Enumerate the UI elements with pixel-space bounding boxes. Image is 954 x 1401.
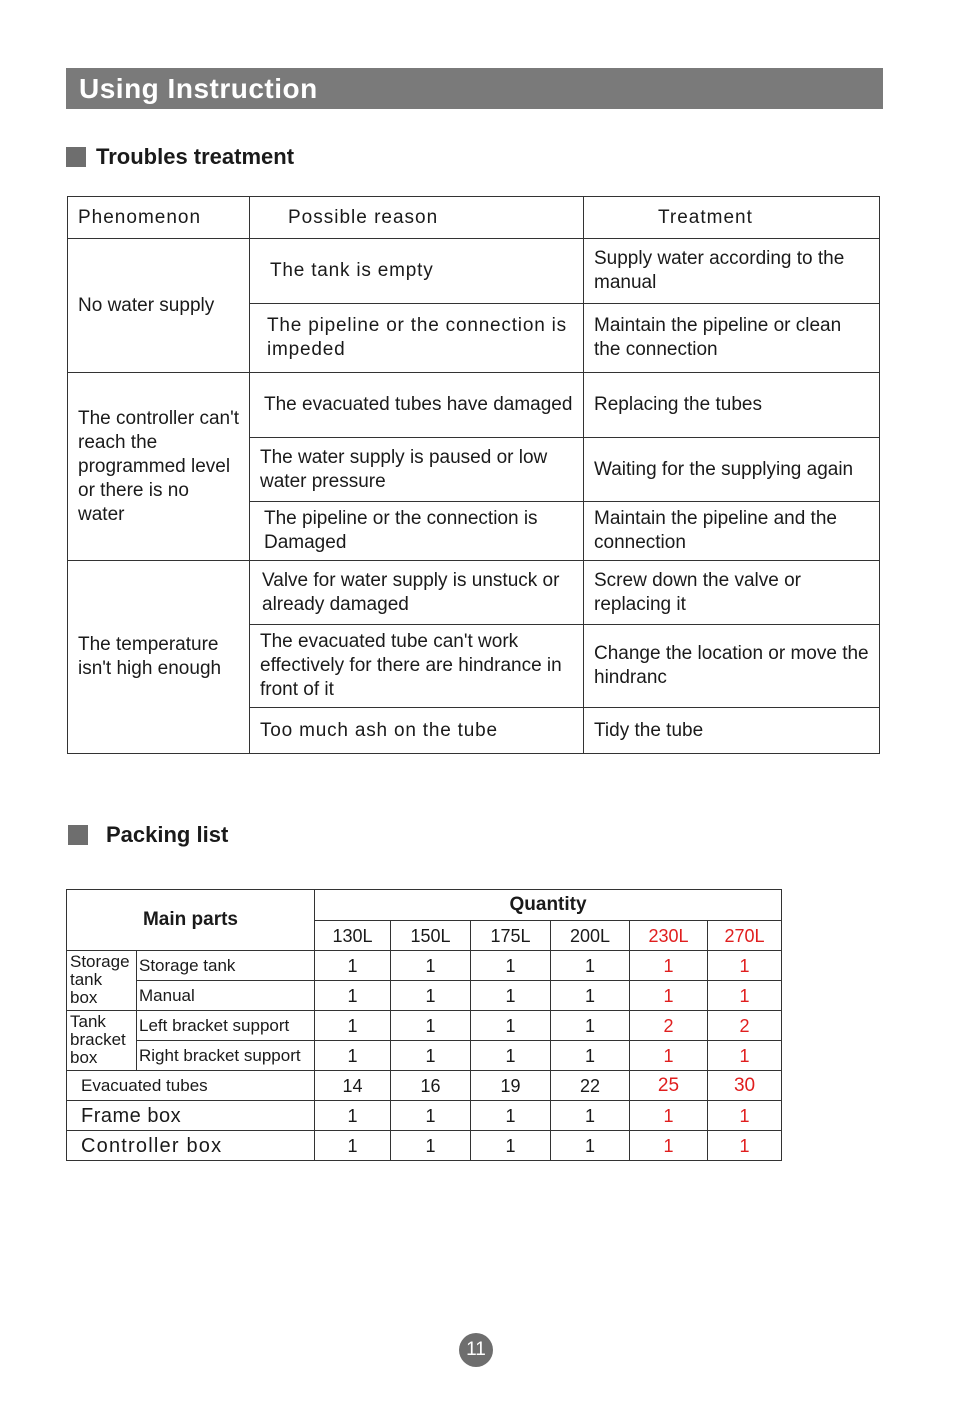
qty-cell: 1 [391,1131,471,1161]
qty-cell: 1 [551,1011,630,1041]
qty-cell: 1 [630,1041,708,1071]
section-square-icon [66,147,86,167]
qty-cell: 1 [471,1131,551,1161]
qty-cell: 1 [471,1101,551,1131]
treatment-cell: Maintain the pipeline or clean the connection [584,304,880,373]
table-row [67,981,782,1011]
qty-cell: 1 [315,1041,391,1071]
qty-cell: 1 [708,1041,782,1071]
qty-cell: 1 [551,1101,630,1131]
packing-table [66,889,782,1161]
header-bar [66,68,883,109]
column-header: Phenomenon [68,197,250,239]
group-label: Storage tank box [67,951,137,1011]
qty-cell: 1 [708,1101,782,1131]
part-name: Evacuated tubes [67,1071,315,1101]
table-row [68,239,880,304]
qty-cell: 2 [708,1011,782,1041]
qty-cell: 22 [551,1071,630,1101]
qty-cell: 1 [315,1101,391,1131]
qty-cell: 30 [708,1071,782,1101]
column-header: Treatment [584,197,880,239]
qty-cell: 1 [391,1011,471,1041]
qty-cell: 1 [471,1011,551,1041]
treatment-cell: Change the location or move the hindranc [584,625,880,708]
table-row [67,1131,782,1161]
qty-cell: 1 [391,1101,471,1131]
qty-cell: 1 [551,1131,630,1161]
reason-cell: The evacuated tube can't work effectively for there are hindrance in front of it [250,625,584,708]
table-row [68,373,880,438]
reason-cell: The tank is empty [250,239,584,304]
qty-cell: 25 [630,1071,708,1101]
table-row [67,1101,782,1131]
reason-cell: The pipeline or the connection is impeded [250,304,584,373]
qty-cell: 1 [630,981,708,1011]
qty-cell: 1 [630,1131,708,1161]
quantity-header: Quantity [315,890,782,921]
part-name: Left bracket support [137,1011,315,1041]
column-header: Possible reason [250,197,584,239]
capacity-header: 130L [315,921,391,951]
qty-cell: 1 [471,951,551,981]
qty-cell: 1 [391,981,471,1011]
table-row [67,1041,782,1071]
reason-cell: The pipeline or the connection is Damaged [250,502,584,561]
qty-cell: 1 [315,951,391,981]
table-row [67,1011,782,1041]
qty-cell: 2 [630,1011,708,1041]
packing-header-row [67,890,782,921]
qty-cell: 1 [630,951,708,981]
reason-cell: Too much ash on the tube [250,708,584,754]
qty-cell: 1 [391,951,471,981]
reason-cell: The water supply is paused or low water pressure [250,438,584,502]
qty-cell: 1 [708,1131,782,1161]
phenomenon-cell: The controller can't reach the programmed level or there is no water [68,373,250,561]
table-row [68,561,880,625]
qty-cell: 1 [708,951,782,981]
table-row [67,951,782,981]
treatment-cell: Waiting for the supplying again [584,438,880,502]
troubles-table [67,196,880,754]
packing-section-title [68,822,228,848]
qty-cell: 1 [630,1101,708,1131]
packing-title: Packing list [106,822,229,847]
qty-cell: 1 [315,1011,391,1041]
qty-cell: 19 [471,1071,551,1101]
qty-cell: 1 [471,1041,551,1071]
treatment-cell: Screw down the valve or replacing it [584,561,880,625]
table-row [67,1071,782,1101]
group-label: Tank bracket box [67,1011,137,1071]
reason-cell: Valve for water supply is unstuck or already damaged [250,561,584,625]
page-title: Using Instruction [79,73,318,104]
qty-cell: 1 [551,951,630,981]
qty-cell: 1 [551,1041,630,1071]
qty-cell: 1 [315,1131,391,1161]
qty-cell: 1 [551,981,630,1011]
treatment-cell: Tidy the tube [584,708,880,754]
troubles-title: Troubles treatment [96,144,295,169]
reason-cell: The evacuated tubes have damaged [250,373,584,438]
capacity-header: 150L [391,921,471,951]
troubles-section-title [66,144,294,170]
main-parts-header: Main parts [67,890,315,951]
part-name: Storage tank [137,951,315,981]
treatment-cell: Maintain the pipeline and the connection [584,502,880,561]
part-name: Manual [137,981,315,1011]
capacity-header: 200L [551,921,630,951]
section-square-icon [68,825,88,845]
capacity-header: 175L [471,921,551,951]
part-name: Frame box [67,1101,315,1131]
phenomenon-cell: No water supply [68,239,250,373]
part-name: Right bracket support [137,1041,315,1071]
qty-cell: 14 [315,1071,391,1101]
treatment-cell: Supply water according to the manual [584,239,880,304]
treatment-cell: Replacing the tubes [584,373,880,438]
qty-cell: 1 [708,981,782,1011]
part-name: Controller box [67,1131,315,1161]
table-header-row [68,197,880,239]
phenomenon-cell: The temperature isn't high enough [68,561,250,754]
page-number: 11 [459,1333,493,1367]
qty-cell: 16 [391,1071,471,1101]
capacity-header: 270L [708,921,782,951]
qty-cell: 1 [315,981,391,1011]
capacity-header: 230L [630,921,708,951]
qty-cell: 1 [471,981,551,1011]
qty-cell: 1 [391,1041,471,1071]
